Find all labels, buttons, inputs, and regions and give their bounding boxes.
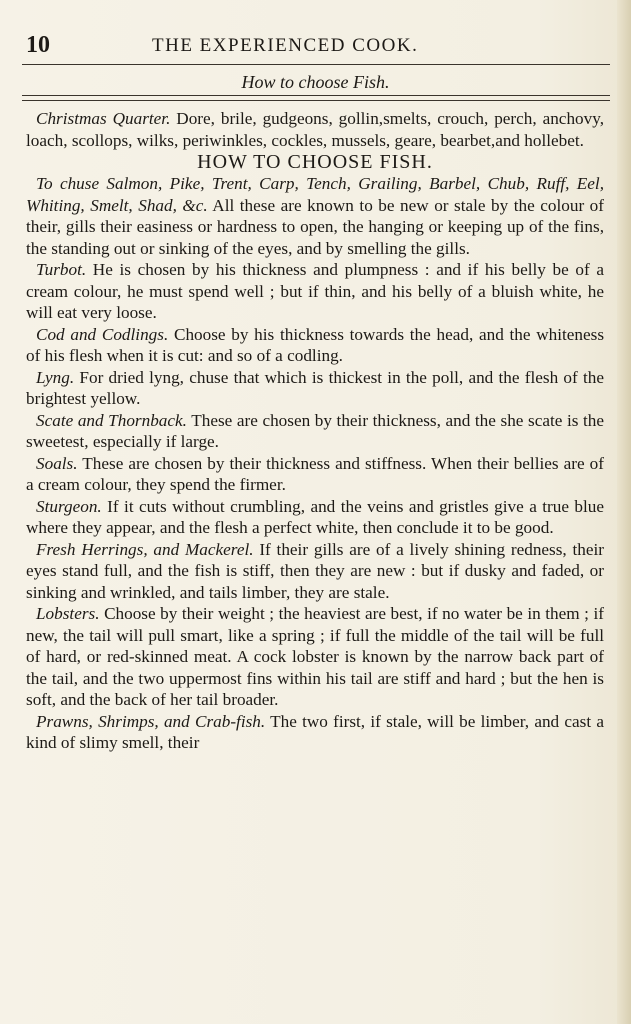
paragraph-lead: To chuse Salmon, Pike, Trent, Carp, Tench, Grailing, Barbel, Chub, Ruff, Eel, Whiting, Smelt, Shad, &c. — [26, 174, 604, 215]
paragraph-lead: Lyng. — [36, 367, 75, 387]
paragraph-text: All these are known to be new or stale by the colour of their, gills their easiness or hardness to open, the hanging or keeping up of the fins, the standing out or sinking of the eyes, and by smelling the gills. — [26, 195, 604, 258]
paragraph-lead: Turbot. — [36, 260, 87, 279]
paragraph-text: The two first, if stale, will be limber, and cast a kind of slimy smell, their — [26, 711, 604, 752]
body-text — [26, 108, 604, 754]
section-rule-lower — [22, 100, 610, 101]
paragraph-text: Choose by his thickness towards the head, and the whiteness of his flesh when it is cut: and so of a codling. — [26, 324, 605, 365]
running-head: THE EXPERIENCED COOK. — [152, 35, 419, 56]
paragraph-lead: Scate and Thornback. — [36, 410, 187, 430]
paragraph-soals — [26, 453, 604, 496]
page-edge-shadow — [617, 0, 631, 1024]
paragraph-lyng — [26, 367, 604, 410]
paragraph-text: These are chosen by their thickness and stiffness. When their bellies are of a cream colour, they spend the firmer. — [26, 453, 604, 494]
paragraph-text: If their gills are of a lively shining redness, their eyes stand full, and the fish is stiff, then they are new : but if dusky and faded, or sinking and wrinkled, and tails limber, they are stale. — [26, 539, 605, 602]
chapter-heading: HOW TO CHOOSE FISH. — [197, 151, 433, 173]
paragraph-christmas-quarter — [26, 108, 604, 151]
paragraph-text: Dore, brile, gudgeons, gollin,smelts, crouch, perch, anchovy, loach, scollops, wilks, periwinkles, cockles, mussels, geare, bearbet,and hollebet. — [26, 109, 604, 150]
header-rule — [22, 64, 610, 65]
paragraph-text: If it cuts without crumbling, and the veins and gristles give a true blue where they appear, and the flesh a perfect white, then conclude it to be good. — [26, 496, 604, 537]
section-rule-upper — [22, 95, 610, 96]
paragraph-turbot — [26, 259, 604, 324]
paragraph-lead: Sturgeon. — [36, 496, 102, 516]
paragraph-lead: Prawns, Shrimps, and Crab-fish. — [36, 711, 266, 731]
paragraph-lead: Christmas Quarter. — [36, 109, 171, 128]
page-header — [26, 32, 606, 62]
paragraph-lead: Soals. — [36, 453, 78, 473]
paragraph-lead: Cod and Codlings. — [36, 324, 169, 344]
paragraph-lobsters — [26, 603, 604, 711]
paragraph-text: He is chosen by his thickness and plumpness : and if his belly be of a cream colour, he must spend well ; but if thin, and his belly of a bluish white, he will eat very loose. — [26, 260, 604, 322]
paragraph-text: For dried lyng, chuse that which is thickest in the poll, and the flesh of the brightest yellow. — [26, 367, 604, 408]
paragraph-lead: Lobsters. — [36, 604, 100, 623]
paragraph-text: Choose by their weight ; the heaviest are best, if no water be in them ; if new, the tail will pull smart, like a spring ; if full the middle of the tail will be full of hard, or red-skinned meat. A cock lobster is known by the narrow back part of the tail, and the two uppermost fins within his tail are stiff and hard ; but the hen is soft, and the back of her tail broader. — [26, 604, 604, 709]
paragraph-herrings — [26, 539, 604, 604]
paragraph-prawns — [26, 711, 604, 754]
paragraph-sturgeon — [26, 496, 604, 539]
paragraph-lead: Fresh Herrings, and Mackerel. — [36, 539, 254, 559]
page-number: 10 — [26, 32, 50, 58]
section-title: How to choose Fish. — [241, 72, 390, 92]
paragraph-text: These are chosen by their thickness, and the she scate is the sweetest, especially if large. — [26, 410, 604, 451]
paragraph-scate — [26, 410, 604, 453]
paragraph-freshwater-fish — [26, 173, 604, 259]
paragraph-cod — [26, 324, 604, 367]
